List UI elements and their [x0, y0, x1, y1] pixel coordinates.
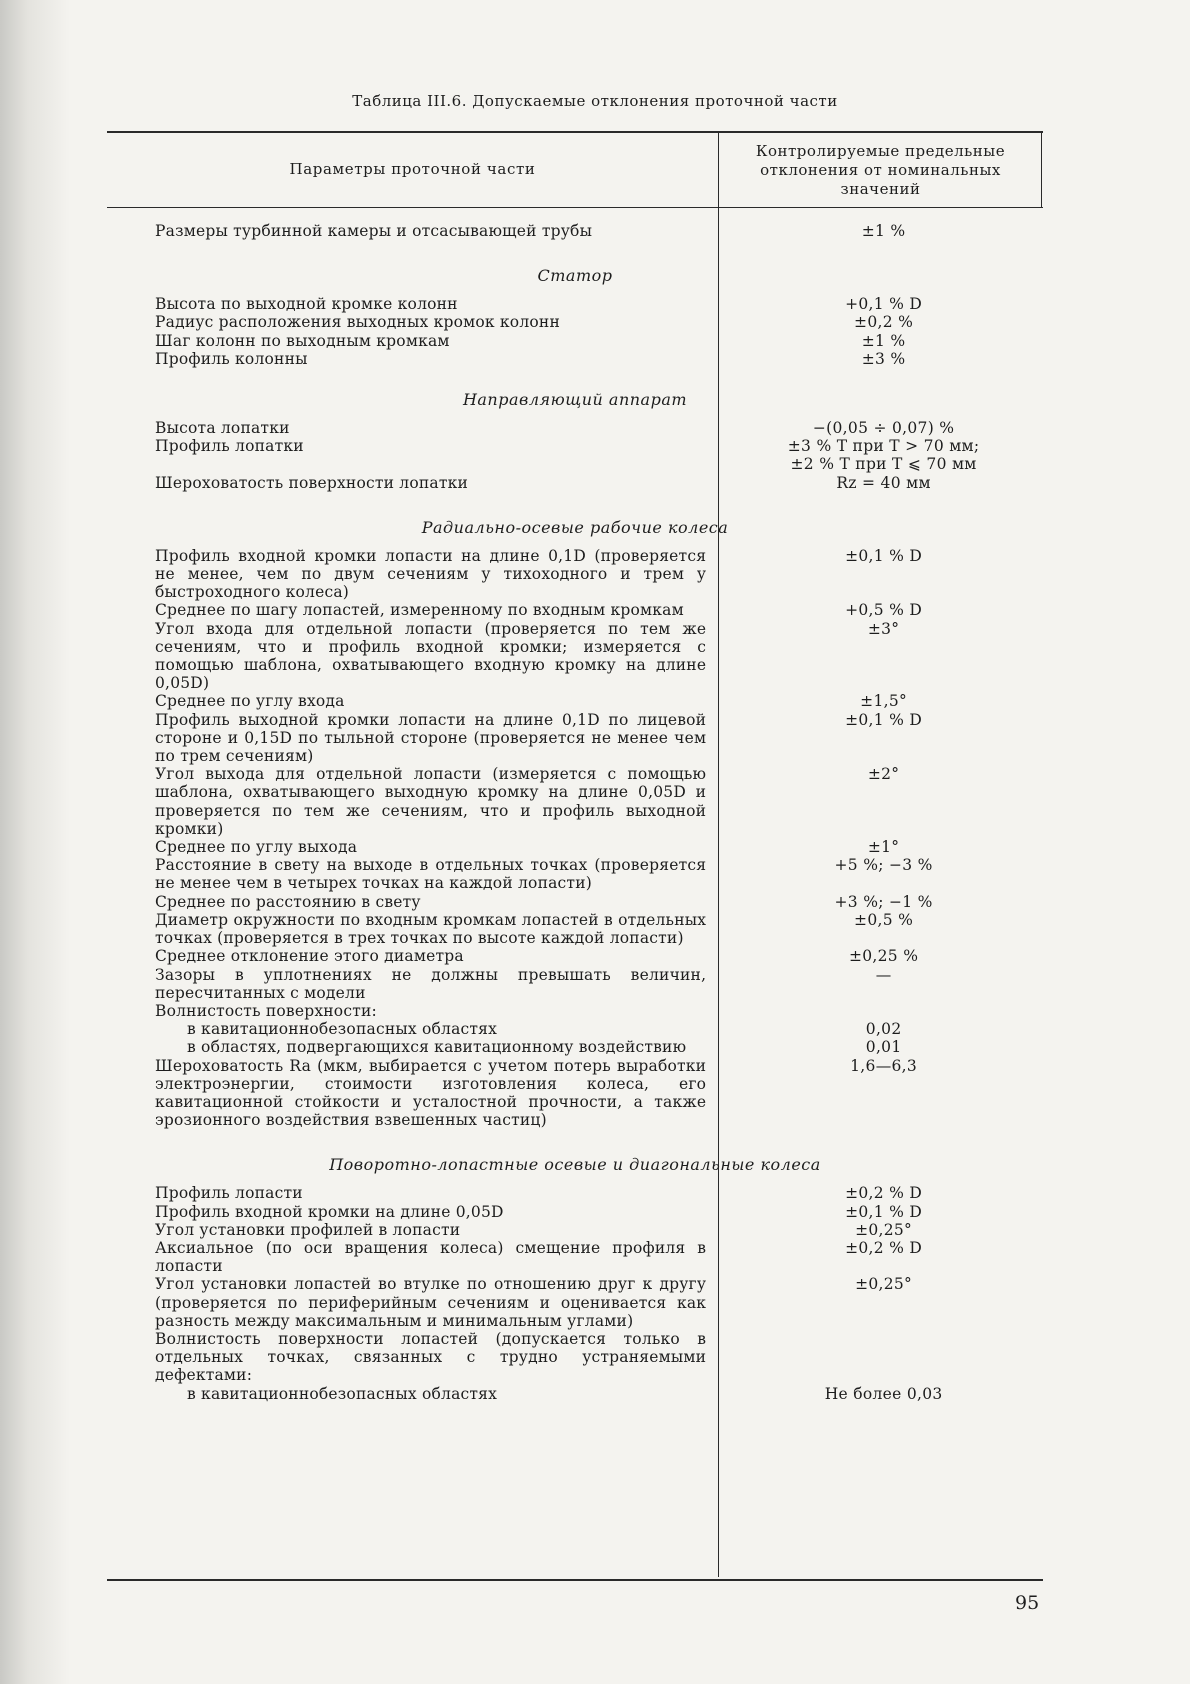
deviation-cell: ±3 % — [861, 349, 906, 368]
table-row — [107, 222, 1043, 240]
section-title: Радиально-осевые рабочие колеса — [421, 517, 729, 537]
table-row — [107, 332, 1043, 350]
deviation-cell: ±1 % — [861, 222, 906, 240]
parameter-cell: в областях, подвергающихся кавитационному воздействию — [187, 1038, 687, 1057]
parameter-cell: Угол установки профилей в лопасти — [155, 1220, 461, 1239]
parameter-cell: Профиль входной кромки на длине 0,05D — [155, 1202, 504, 1221]
parameter-cell: Аксиальное (по оси вращения колеса) смещение профиля в лопасти — [155, 1238, 707, 1276]
parameter-cell: Угол установки лопастей во втулке по отношению друг к другу (проверяется по периферийным сечениям и оценивается как разность между максимальным и минимальным углами) — [155, 1275, 707, 1330]
deviation-cell: ±0,2 % D — [845, 1238, 923, 1257]
table-row — [107, 1330, 1043, 1385]
header-deviations-line-3: значений — [840, 180, 921, 198]
table-row — [107, 1203, 1043, 1221]
table-row — [107, 966, 1043, 1002]
deviation-cell: ±0,2 % D — [845, 1184, 923, 1203]
table-row — [107, 620, 1043, 693]
deviation-cell: +3 %; −1 % — [834, 892, 933, 911]
deviation-cell: 0,02 — [865, 1020, 902, 1039]
header-deviations — [720, 142, 1041, 199]
table-row — [107, 437, 1043, 473]
table-row — [107, 893, 1043, 911]
table-caption: Таблица III.6. Допускаемые отклонения проточной части — [352, 92, 838, 110]
table-row — [107, 474, 1043, 492]
parameter-cell: Среднее по расстоянию в свету — [155, 892, 421, 911]
deviation-cell: — — [875, 965, 892, 984]
parameter-cell: Профиль лопасти — [155, 1184, 303, 1203]
parameter-cell: Высота лопатки — [155, 419, 290, 438]
deviation-cell: +0,5 % D — [845, 601, 923, 620]
deviation-cell: ±0,5 % — [854, 910, 914, 929]
table-row — [107, 295, 1043, 313]
parameter-cell: Зазоры в уплотнениях не должны превышать величин, пересчитанных с модели — [155, 965, 707, 1002]
table-row — [107, 1038, 1043, 1056]
parameter-cell: Шероховатость поверхности лопатки — [155, 473, 469, 492]
deviation-cell: ±1 % — [861, 331, 906, 350]
deviation-cell: 0,01 — [865, 1038, 902, 1057]
table-row — [107, 1239, 1043, 1275]
table-row — [107, 1057, 1043, 1130]
parameter-cell: Угол выхода для отдельной лопасти (измеряется с помощью шаблона, охватывающего выходную кромку на длине 0,05D и проверяется по тем же сечениям, что и профиль выходной кромки) — [155, 765, 707, 838]
parameter-cell: Среднее по углу входа — [155, 692, 345, 711]
parameter-cell: Высота по выходной кромке колонн — [155, 295, 458, 314]
deviation-cell: +0,1 % D — [845, 295, 923, 314]
parameter-cell: Волнистость поверхности: — [155, 1001, 377, 1020]
table-row — [107, 856, 1043, 892]
parameter-cell: Радиус расположения выходных кромок колонн — [155, 313, 560, 332]
section-title: Статор — [537, 266, 613, 286]
deviation-cell: ±2° — [867, 765, 900, 784]
table-row — [107, 1020, 1043, 1038]
section-title: Направляющий аппарат — [462, 390, 688, 410]
deviation-cell: ±1° — [867, 838, 900, 857]
section-title: Поворотно-лопастные осевые и диагональные колеса — [329, 1155, 821, 1175]
deviation-cell: +5 %; −3 % — [834, 856, 933, 875]
deviation-cell: ±0,25° — [855, 1220, 913, 1239]
parameter-cell: Профиль колонны — [155, 349, 308, 368]
deviation-cell: ±0,2 % — [854, 313, 914, 332]
table-row — [107, 1184, 1043, 1202]
header-deviations-line-1: Контролируемые предельные — [755, 142, 1006, 160]
deviation-cell: ±0,25 % — [848, 947, 919, 966]
parameter-cell: Диаметр окружности по входным кромкам лопастей в отдельных точках (проверяется в трех точках по высоте каждой лопасти) — [155, 910, 707, 948]
deviation-cell: ±3° — [867, 619, 900, 638]
deviation-cell: Не более 0,03 — [824, 1384, 943, 1403]
parameter-cell: Шаг колонн по выходным кромкам — [155, 331, 450, 350]
deviation-cell: ±0,1 % D — [845, 1202, 923, 1221]
deviation-cell: ±3 % T при T > 70 мм; ±2 % T при T ⩽ 70 мм — [787, 437, 980, 474]
deviation-cell: −(0,05 ÷ 0,07) % — [812, 419, 955, 438]
table-row — [107, 350, 1043, 368]
parameter-cell: Профиль выходной кромки лопасти на длине 0,1D по лицевой стороне и 0,15D по тыльной стороне (проверяется не менее чем по трем сечениям) — [155, 710, 707, 766]
parameter-cell: Профиль входной кромки лопасти на длине 0,1D (проверяется не менее, чем по двум сечениям у тихоходного и трем у быстроходного колеса) — [155, 546, 707, 602]
deviation-cell: ±0,25° — [855, 1275, 913, 1294]
table-row — [107, 1002, 1043, 1020]
deviation-cell: ±0,1 % D — [845, 710, 923, 729]
parameter-cell: Размеры турбинной камеры и отсасывающей трубы — [155, 222, 593, 240]
header-parameters: Параметры проточной части — [289, 160, 536, 178]
table-row — [107, 765, 1043, 838]
deviation-cell: 1,6—6,3 — [850, 1056, 918, 1075]
deviation-cell: ±1,5° — [860, 692, 908, 711]
parameter-cell: Среднее по углу выхода — [155, 838, 358, 857]
table-row — [107, 711, 1043, 766]
header-right-border — [1041, 131, 1042, 207]
table-row — [107, 601, 1043, 619]
page-number: 95 — [1015, 1592, 1040, 1614]
parameter-cell: в кавитационнобезопасных областях — [187, 1020, 498, 1039]
deviation-cell: Rz = 40 мм — [836, 473, 931, 492]
header-deviations-line-2: отклонения от номинальных — [760, 161, 1001, 179]
parameter-cell: Волнистость поверхности лопастей (допускается только в отдельных точках, связанных с трудно устраняемыми дефектами: — [155, 1329, 707, 1385]
parameter-cell: Среднее по шагу лопастей, измеренному по входным кромкам — [155, 601, 684, 620]
table-row — [107, 419, 1043, 437]
parameter-cell: Шероховатость Ra (мкм, выбирается с учетом потерь выработки электроэнергии, стоимости изготовления колеса, его кавитационной стойкости и усталостной прочности, а также эрозионного воздействия взвешенных частиц) — [155, 1056, 707, 1130]
table-row — [107, 547, 1043, 602]
table-row — [107, 947, 1043, 965]
table-body — [107, 222, 1043, 1403]
parameter-cell: Расстояние в свету на выходе в отдельных точках (проверяется не менее чем в четырех точках на каждой лопасти) — [155, 856, 707, 893]
deviation-cell: ±0,1 % D — [845, 546, 923, 565]
header-divider — [107, 207, 1043, 208]
parameter-cell: в кавитационнобезопасных областях — [187, 1384, 498, 1403]
parameter-cell: Среднее отклонение этого диаметра — [155, 947, 464, 966]
table-row — [107, 911, 1043, 947]
parameter-cell: Угол входа для отдельной лопасти (проверяется по тем же сечениям, что и профиль входной кромки; измеряется с помощью шаблона, охватывающего входную кромку на длине 0,05D) — [155, 619, 707, 693]
table-row — [107, 692, 1043, 710]
parameter-cell: Профиль лопатки — [155, 437, 304, 456]
table-row — [107, 313, 1043, 331]
table-row — [107, 1275, 1043, 1330]
table-row — [107, 838, 1043, 856]
table-row — [107, 1221, 1043, 1239]
scan-edge-shadow — [0, 0, 70, 1684]
table-row — [107, 1385, 1043, 1403]
